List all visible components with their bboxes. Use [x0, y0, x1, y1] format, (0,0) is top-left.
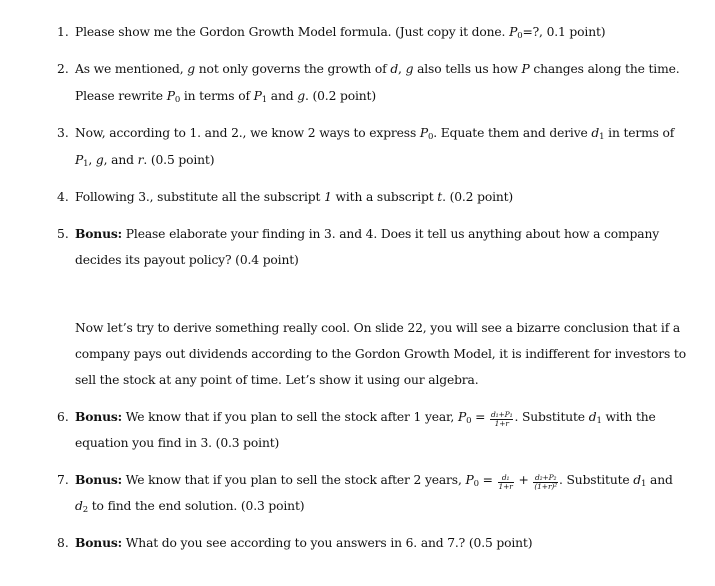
fraction-d1-plus-p1-over-1-plus-r: $\frac{\text{d₁+P₁}}{1+r}$ — [491, 410, 513, 428]
intro-line-2: company pays out dividends according to the Gordon Growth Model, it is indifferent for investors to — [75, 347, 686, 361]
item-3-number: 3. — [57, 126, 69, 140]
item-1-number: 1. — [57, 25, 69, 39]
fraction-d2-plus-p2-over-1-plus-r-squared: $\frac{\text{d₂+P₂}}{\text{(1+r)²}}$ — [534, 473, 558, 491]
item-5-line-1: Bonus: Please elaborate your finding in 3. and 4. Does it tell us anything about how a company — [75, 226, 660, 241]
item-7-number: 7. — [57, 473, 69, 487]
intro-line-1: Now let’s try to derive something really cool. On slide 22, you will see a bizarre conclusion that if a — [75, 321, 681, 335]
item-5-number: 5. — [57, 227, 69, 241]
fraction-d1-over-1-plus-r: $\frac{\text{d₁}}{1+r}$ — [498, 473, 513, 491]
item-7-line-1: Bonus: We know that if you plan to sell the stock after 2 years, $P_0$ = $\frac{\text{d₁}}{1+r}$ + $\frac{\text{d₂+P₂}}{\text{(1+r)²}}$ . Substitute $d_1$ and — [75, 472, 673, 491]
item-7-line-2: $d_2$ to find the end solution. (0.3 point) — [75, 499, 305, 515]
item-6-line-1: Bonus: We know that if you plan to sell the stock after 1 year, $P_0$ = $\frac{\text{d₁+P₁}}{1+r}$ . Substitute $d_1$ with the — [75, 409, 656, 428]
item-1-line-1: Please show me the Gordon Growth Model formula. (Just copy it done. $P_0=$?, 0.1 point) — [75, 25, 606, 41]
item-2-line-2: Please rewrite $P_0$ in terms of $P_1$ and g. (0.2 point) — [75, 89, 376, 105]
item-2-number: 2. — [57, 62, 69, 76]
item-4-line-1: Following 3., substitute all the subscript 1 with a subscript t. (0.2 point) — [75, 190, 514, 204]
item-3-line-2: $P_1$, g, and r. (0.5 point) — [75, 153, 215, 169]
item-3-line-1: Now, according to 1. and 2., we know 2 ways to express $P_0$. Equate them and derive $d_1$ in terms of — [75, 126, 675, 142]
item-8-number: 8. — [57, 536, 69, 550]
intro-line-3: sell the stock at any point of time. Let’s show it using our algebra. — [75, 373, 479, 387]
item-5-line-2: decides its payout policy? (0.4 point) — [75, 253, 299, 267]
item-4-number: 4. — [57, 190, 69, 204]
item-6-number: 6. — [57, 410, 69, 424]
item-8-line-1: Bonus: What do you see according to you answers in 6. and 7.? (0.5 point) — [75, 535, 533, 550]
item-6-line-2: equation you find in 3. (0.3 point) — [75, 436, 280, 450]
item-2-line-1: As we mentioned, g not only governs the growth of d, g also tells us how P changes along the time. — [75, 62, 680, 76]
